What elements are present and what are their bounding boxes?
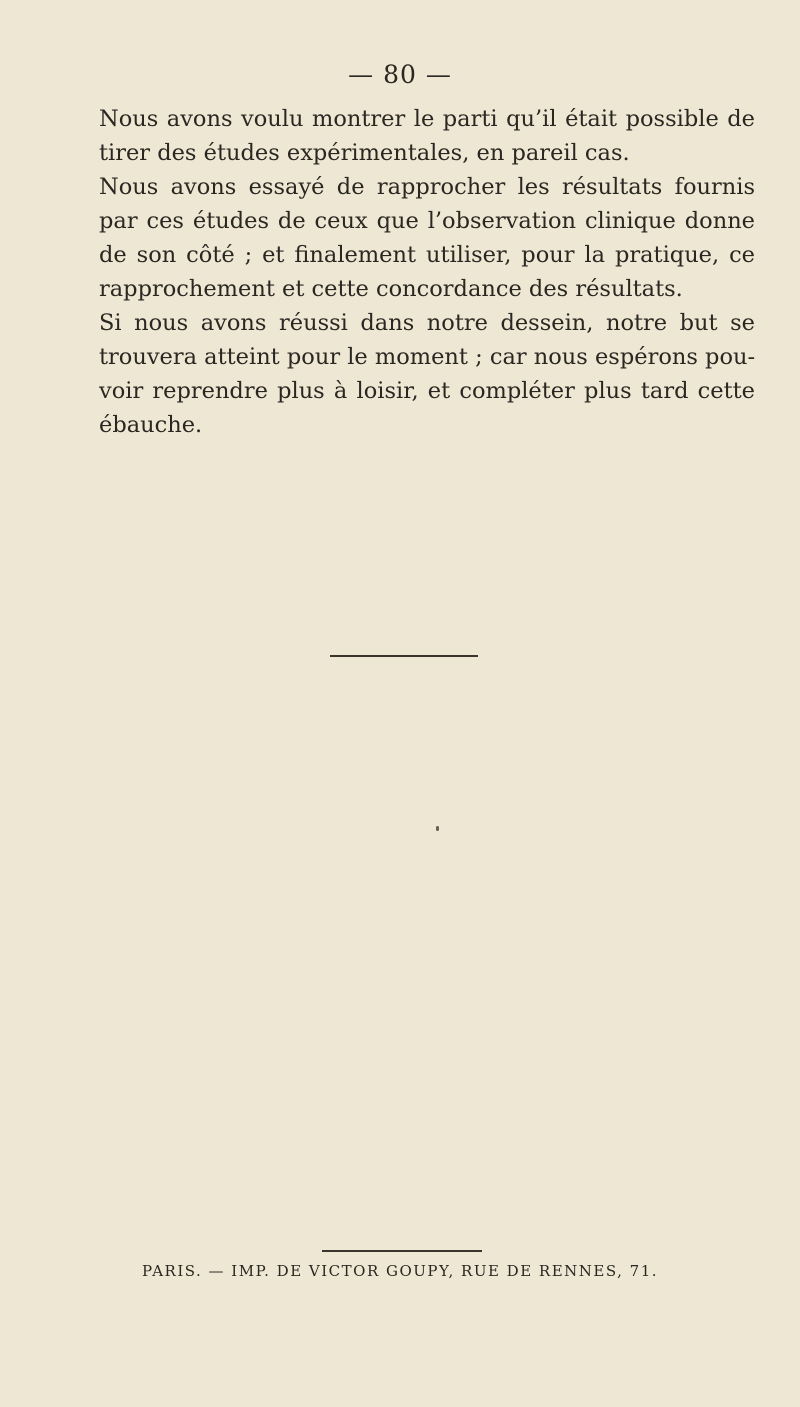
body-text (99, 102, 755, 442)
text-line: par ces études de ceux que l’observation clinique donne (99, 208, 755, 234)
text-line: ébauche. (99, 412, 203, 438)
paragraph (99, 102, 755, 170)
text-line: Nous avons essayé de rapprocher les résultats fournis (99, 174, 755, 200)
section-divider (330, 655, 478, 657)
text-line: voir reprendre plus à loisir, et compléter plus tard cette (99, 378, 755, 404)
imprint-divider (322, 1250, 482, 1252)
text-line: Nous avons voulu montrer le parti qu’il était possible de (99, 106, 755, 132)
printer-imprint: PARIS. — IMP. DE VICTOR GOUPY, RUE DE RENNES, 71. (141, 1262, 659, 1280)
paragraph (99, 306, 755, 442)
page-number: — 80 — (348, 60, 452, 89)
paragraph (99, 170, 755, 306)
text-line: Si nous avons réussi dans notre dessein, notre but se (99, 310, 755, 336)
paper-speck (436, 826, 439, 831)
text-line: de son côté ; et finalement utiliser, pour la pratique, ce (99, 242, 755, 268)
text-line: rapprochement et cette concordance des résultats. (99, 276, 683, 302)
text-line: trouvera atteint pour le moment ; car nous espérons pou- (99, 344, 756, 370)
text-line: tirer des études expérimentales, en pareil cas. (99, 140, 630, 166)
